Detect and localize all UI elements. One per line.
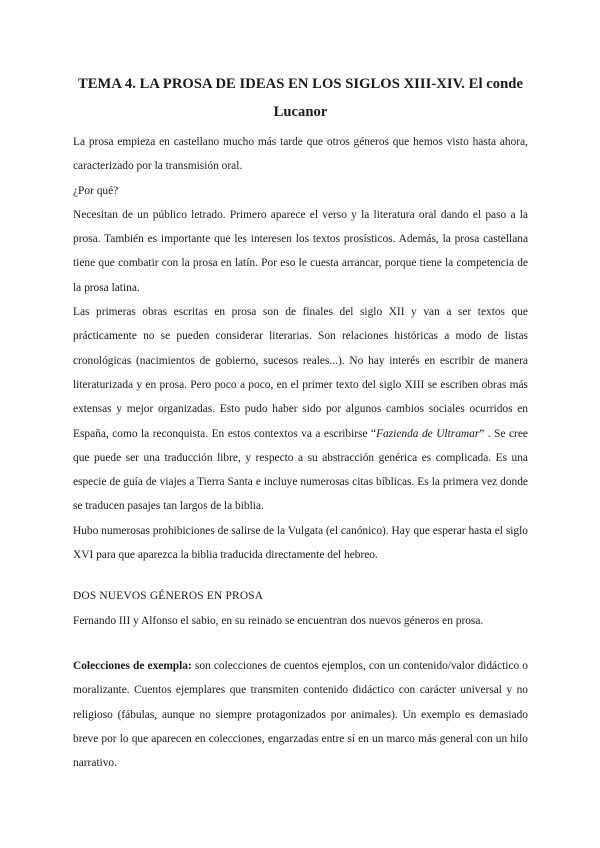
paragraph-letrado: Necesitan de un público letrado. Primero aparece el verso y la literatura oral dando el paso a la prosa. También es importante que les interesen los textos prosísticos. Además, la prosa castellana tiene que combatir con la prosa en latín. Por eso le cuesta arrancar, porque tiene la competencia de la prosa latina.	[73, 208, 528, 294]
section-heading: DOS NUEVOS GÉNEROS EN PROSA	[73, 590, 264, 603]
p4-text-b: ” . Se cree que puede ser una traducción libre, y respecto a su abstracción genérica es complicada. Es una especie de guía de viajes a Tierra Santa e incluye numerosas citas bíblicas. Es la primera vez donde se traducen pasajes tan largos de la biblia.	[73, 427, 528, 513]
fazienda-title: Fazienda de Ultramar	[376, 427, 480, 440]
paragraph-vulgata: Hubo numerosas prohibiciones de salirse de la Vulgata (el canónico). Hay que esperar hasta el siglo XVI para que aparezca la biblia traducida directamente del hebreo.	[73, 524, 528, 562]
paragraph-generos: Fernando III y Alfonso el sabio, en su reinado se encuentran dos nuevos géneros en prosa.	[73, 614, 484, 627]
exempla-definition: son colecciones de cuentos ejemplos, con un contenido/valor didáctico o moralizante. Cuentos ejemplares que transmiten contenido didáctico con carácter universal y no religioso (fábulas, aunque no siempre protagonizados por animales). Un exemplo es demasiado breve por lo que aparecen en colecciones, engarzadas entre sí en un marco más general con un hilo narrativo.	[73, 659, 528, 770]
paragraph-primeras-obras	[73, 300, 528, 519]
exempla-term: Colecciones de exempla:	[73, 659, 192, 672]
paragraph-exempla	[73, 654, 528, 775]
paragraph-intro: La prosa empieza en castellano mucho más tarde que otros géneros que hemos visto hasta ahora, caracterizado por la transmisión oral.	[73, 136, 528, 173]
p4-text-a: Las primeras obras escritas en prosa son de finales del siglo XII y van a ser textos que prácticamente no se pueden considerar literarias. Son relaciones históricas a modo de listas cronológicas (nacimientos de gobierno, sucesos reales...). No hay interés en escribir de manera literaturizada y en prosa. Pero poco a poco, en el primer texto del siglo XIII se escriben obras más extensas y mejor organizadas. Esto pudo haber sido por algunos cambios sociales ocurridos en España, como la reconquista. En estos contextos va a escribirse “	[73, 306, 528, 440]
title-line-1: TEMA 4. LA PROSA DE IDEAS EN LOS SIGLOS XIII-XIV. El conde	[77, 76, 523, 92]
spacer	[73, 633, 528, 654]
paragraph-question: ¿Por qué?	[73, 184, 119, 197]
title-line-2: Lucanor	[273, 104, 328, 120]
document-title	[73, 70, 528, 126]
